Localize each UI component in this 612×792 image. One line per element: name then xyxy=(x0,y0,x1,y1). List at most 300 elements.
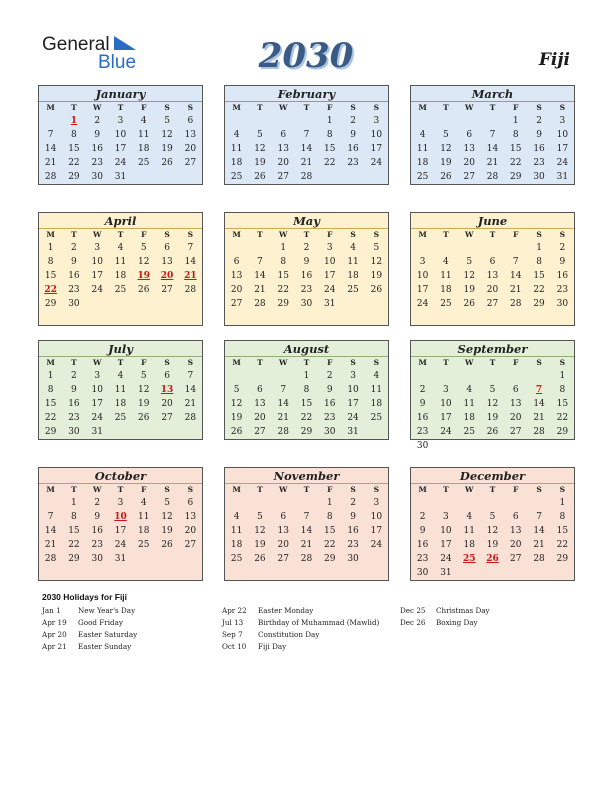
weekday-header xyxy=(225,102,388,114)
year-title: 2030 xyxy=(258,36,354,76)
day: 17 xyxy=(370,526,383,536)
day: 20 xyxy=(277,158,289,168)
day: 1 xyxy=(536,243,542,253)
day: 7 xyxy=(536,512,542,522)
empty-day xyxy=(295,114,318,128)
day: 12 xyxy=(370,257,383,267)
day: 24 xyxy=(324,285,336,295)
day-grid xyxy=(39,114,202,184)
day: 27 xyxy=(277,172,289,182)
day: 7 xyxy=(47,512,54,522)
empty-day xyxy=(295,496,318,510)
day: 9 xyxy=(326,385,333,395)
holiday-column xyxy=(400,605,490,629)
weekday-label: W xyxy=(92,230,102,239)
day: 17 xyxy=(370,144,383,154)
day: 16 xyxy=(91,526,103,536)
day: 20 xyxy=(463,158,475,168)
holiday-date: Apr 21 xyxy=(42,642,67,651)
day: 15 xyxy=(556,399,569,409)
day: 6 xyxy=(187,498,194,508)
empty-day xyxy=(39,114,62,128)
day: 11 xyxy=(463,399,475,409)
day: 5 xyxy=(257,130,263,140)
day: 28 xyxy=(533,554,545,564)
day: 24 xyxy=(114,540,127,550)
day: 9 xyxy=(559,257,566,267)
day: 24 xyxy=(440,427,452,437)
day: 12 xyxy=(161,512,173,522)
day: 11 xyxy=(138,512,150,522)
day: 4 xyxy=(140,498,147,508)
weekday-label: W xyxy=(92,103,102,112)
day: 5 xyxy=(140,243,147,253)
day: 13 xyxy=(230,271,243,281)
day: 27 xyxy=(161,413,173,423)
day: 20 xyxy=(254,413,266,423)
weekday-label: S xyxy=(373,103,380,112)
weekday-header xyxy=(411,484,574,496)
day: 10 xyxy=(347,385,359,395)
day: 12 xyxy=(254,526,266,536)
day: 28 xyxy=(184,413,197,423)
day: 25 xyxy=(416,172,429,182)
empty-day xyxy=(481,496,504,510)
month-october xyxy=(38,467,203,581)
day: 24 xyxy=(91,285,103,295)
day: 3 xyxy=(559,116,566,126)
empty-day xyxy=(434,241,457,255)
day: 5 xyxy=(373,243,380,253)
weekday-label: T xyxy=(257,230,263,239)
day: 2 xyxy=(326,371,333,381)
day: 18 xyxy=(463,413,475,423)
holiday-day: 13 xyxy=(160,385,174,395)
weekday-header xyxy=(225,484,388,496)
logo-word-general: General xyxy=(42,34,110,55)
day: 19 xyxy=(254,540,266,550)
day: 4 xyxy=(466,385,473,395)
day: 19 xyxy=(161,144,173,154)
day: 8 xyxy=(47,385,54,395)
day-grid xyxy=(411,369,574,453)
day: 21 xyxy=(300,158,313,168)
day: 25 xyxy=(114,413,127,423)
weekday-label: M xyxy=(232,103,241,112)
day: 13 xyxy=(184,512,197,522)
day: 10 xyxy=(324,257,336,267)
day: 20 xyxy=(184,144,197,154)
holiday-column xyxy=(222,605,379,653)
holiday-day: 25 xyxy=(462,554,476,564)
day: 13 xyxy=(486,271,499,281)
day: 21 xyxy=(44,540,57,550)
day: 2 xyxy=(350,116,356,126)
day: 8 xyxy=(559,385,566,395)
day: 23 xyxy=(300,285,313,295)
day: 2 xyxy=(94,116,101,126)
weekday-label: S xyxy=(187,358,194,367)
day: 31 xyxy=(91,427,103,437)
day: 4 xyxy=(233,130,240,140)
month-name: March xyxy=(411,86,574,102)
weekday-label: M xyxy=(46,103,55,112)
weekday-label: W xyxy=(278,103,288,112)
day: 19 xyxy=(486,540,499,550)
weekday-header xyxy=(39,357,202,369)
weekday-label: T xyxy=(117,230,124,239)
day: 12 xyxy=(230,399,243,409)
day: 10 xyxy=(370,130,383,140)
day: 19 xyxy=(486,413,499,423)
day: 30 xyxy=(556,299,569,309)
empty-day xyxy=(458,114,481,128)
empty-day xyxy=(458,369,481,383)
day: 5 xyxy=(443,130,449,140)
holiday-date: Oct 10 xyxy=(222,642,247,651)
day: 13 xyxy=(161,257,173,267)
weekday-label: F xyxy=(327,358,333,367)
day: 17 xyxy=(440,540,452,550)
weekday-label: F xyxy=(327,230,333,239)
day: 22 xyxy=(68,540,80,550)
day: 6 xyxy=(164,243,170,253)
month-name: May xyxy=(225,213,388,229)
day-grid xyxy=(411,241,574,311)
weekday-label: S xyxy=(187,485,194,494)
month-name: September xyxy=(411,341,574,357)
day: 1 xyxy=(47,243,54,253)
day: 18 xyxy=(347,271,359,281)
weekday-label: F xyxy=(141,358,147,367)
day: 12 xyxy=(254,144,266,154)
empty-day xyxy=(411,496,434,510)
day: 11 xyxy=(138,130,150,140)
weekday-label: F xyxy=(513,358,519,367)
day: 31 xyxy=(347,427,359,437)
weekday-label: M xyxy=(418,103,427,112)
weekday-label: S xyxy=(373,485,380,494)
weekday-header xyxy=(411,229,574,241)
day: 23 xyxy=(91,158,103,168)
day: 21 xyxy=(277,413,289,423)
day: 1 xyxy=(326,116,333,126)
empty-day xyxy=(411,241,434,255)
day: 14 xyxy=(184,257,197,267)
day: 26 xyxy=(161,158,173,168)
day: 18 xyxy=(416,158,429,168)
day: 2 xyxy=(559,243,566,253)
day: 17 xyxy=(440,413,452,423)
weekday-label: T xyxy=(117,358,124,367)
day: 31 xyxy=(324,299,336,309)
day: 1 xyxy=(559,498,566,508)
weekday-label: W xyxy=(464,103,474,112)
day: 3 xyxy=(443,385,449,395)
day: 29 xyxy=(533,299,545,309)
day: 10 xyxy=(440,526,452,536)
day: 2 xyxy=(419,512,426,522)
day: 27 xyxy=(486,299,499,309)
day: 8 xyxy=(47,257,54,267)
holiday-day: 10 xyxy=(114,512,127,522)
weekday-label: F xyxy=(141,103,147,112)
day: 15 xyxy=(44,271,57,281)
holiday-day: 21 xyxy=(184,271,197,281)
holiday-row xyxy=(400,605,490,617)
day: 29 xyxy=(324,554,336,564)
day: 30 xyxy=(300,299,313,309)
holiday-row xyxy=(400,617,490,629)
month-june xyxy=(410,212,575,326)
empty-day xyxy=(527,496,550,510)
day: 3 xyxy=(373,116,380,126)
holiday-name: Constitution Day xyxy=(258,630,320,639)
day: 26 xyxy=(161,540,173,550)
day: 27 xyxy=(230,299,243,309)
weekday-label: T xyxy=(117,103,124,112)
weekday-label: T xyxy=(489,103,496,112)
day: 29 xyxy=(510,172,522,182)
day: 21 xyxy=(510,285,522,295)
day: 24 xyxy=(370,158,383,168)
day: 31 xyxy=(114,172,127,182)
day: 4 xyxy=(443,257,449,267)
day: 19 xyxy=(370,271,383,281)
day: 16 xyxy=(533,144,545,154)
day: 26 xyxy=(254,554,266,564)
weekday-label: S xyxy=(187,230,194,239)
day: 12 xyxy=(440,144,452,154)
day: 27 xyxy=(184,158,197,168)
holiday-date: Sep 7 xyxy=(222,630,243,639)
day: 8 xyxy=(280,257,287,267)
day: 16 xyxy=(556,271,569,281)
day: 16 xyxy=(416,540,429,550)
day: 24 xyxy=(91,413,103,423)
day: 24 xyxy=(370,540,383,550)
day: 12 xyxy=(486,399,499,409)
day: 18 xyxy=(440,285,452,295)
day: 27 xyxy=(161,285,173,295)
day: 16 xyxy=(91,144,103,154)
weekday-label: S xyxy=(350,103,356,112)
holiday-day: 22 xyxy=(44,285,57,295)
day: 22 xyxy=(510,158,522,168)
day: 1 xyxy=(559,371,566,381)
weekday-label: F xyxy=(513,103,519,112)
weekday-header xyxy=(39,229,202,241)
day: 17 xyxy=(114,526,127,536)
day: 11 xyxy=(230,144,243,154)
weekday-label: W xyxy=(278,485,288,494)
day: 27 xyxy=(510,554,522,564)
day: 15 xyxy=(68,526,80,536)
day: 6 xyxy=(512,385,519,395)
holiday-row xyxy=(222,641,379,653)
holiday-row xyxy=(42,617,137,629)
day: 30 xyxy=(68,427,80,437)
day: 21 xyxy=(533,540,545,550)
day: 27 xyxy=(463,172,475,182)
day: 8 xyxy=(559,512,566,522)
day: 8 xyxy=(71,130,77,140)
weekday-label: T xyxy=(489,358,496,367)
day: 24 xyxy=(114,158,127,168)
day: 15 xyxy=(533,271,545,281)
weekday-label: M xyxy=(46,485,55,494)
empty-day xyxy=(458,496,481,510)
weekday-label: T xyxy=(303,103,310,112)
day: 9 xyxy=(419,526,426,536)
day: 22 xyxy=(324,158,336,168)
month-january xyxy=(38,85,203,185)
day: 23 xyxy=(347,540,359,550)
weekday-label: W xyxy=(278,230,288,239)
day: 17 xyxy=(91,271,103,281)
day: 10 xyxy=(114,130,127,140)
day: 1 xyxy=(303,371,310,381)
day: 9 xyxy=(71,385,77,395)
weekday-label: S xyxy=(559,230,566,239)
empty-day xyxy=(458,241,481,255)
empty-day xyxy=(481,369,504,383)
day: 7 xyxy=(512,257,519,267)
empty-day xyxy=(248,369,271,383)
day: 2 xyxy=(419,385,426,395)
weekday-label: M xyxy=(418,485,427,494)
weekday-label: T xyxy=(71,358,77,367)
month-july xyxy=(38,340,203,440)
weekday-header xyxy=(411,102,574,114)
day: 14 xyxy=(510,271,522,281)
weekday-label: T xyxy=(443,485,449,494)
day: 6 xyxy=(466,130,473,140)
weekday-label: S xyxy=(536,230,542,239)
weekday-label: M xyxy=(232,230,241,239)
day: 16 xyxy=(347,526,359,536)
weekday-label: T xyxy=(303,358,310,367)
day: 9 xyxy=(303,257,310,267)
day: 4 xyxy=(140,116,147,126)
day: 5 xyxy=(466,257,473,267)
day: 12 xyxy=(463,271,475,281)
holiday-day: 20 xyxy=(160,271,174,281)
month-name: October xyxy=(39,468,202,484)
day: 10 xyxy=(440,399,452,409)
holiday-date: Apr 19 xyxy=(42,618,67,627)
day: 19 xyxy=(254,158,266,168)
weekday-label: M xyxy=(232,358,241,367)
day: 23 xyxy=(347,158,359,168)
weekday-label: W xyxy=(464,358,474,367)
month-name: June xyxy=(411,213,574,229)
day: 15 xyxy=(556,526,569,536)
day: 1 xyxy=(71,498,77,508)
day: 7 xyxy=(47,130,54,140)
day: 11 xyxy=(440,271,452,281)
weekday-label: S xyxy=(373,358,380,367)
day: 11 xyxy=(463,526,475,536)
day: 9 xyxy=(419,399,426,409)
holiday-name: Boxing Day xyxy=(436,618,478,627)
day: 2 xyxy=(350,498,356,508)
day: 8 xyxy=(326,512,333,522)
day: 23 xyxy=(68,285,80,295)
day: 5 xyxy=(489,385,496,395)
day: 14 xyxy=(44,526,57,536)
day: 17 xyxy=(556,144,569,154)
weekday-label: M xyxy=(46,358,55,367)
day: 29 xyxy=(44,299,57,309)
day: 10 xyxy=(91,257,103,267)
day: 28 xyxy=(486,172,499,182)
day: 25 xyxy=(138,158,150,168)
day: 13 xyxy=(184,130,197,140)
holiday-name: Easter Saturday xyxy=(78,630,138,639)
day: 8 xyxy=(512,130,519,140)
day: 30 xyxy=(347,554,359,564)
weekday-label: W xyxy=(464,485,474,494)
holiday-name: New Year's Day xyxy=(78,606,136,615)
month-april xyxy=(38,212,203,326)
day: 22 xyxy=(533,285,545,295)
day: 11 xyxy=(370,385,383,395)
month-may xyxy=(224,212,389,326)
day: 26 xyxy=(254,172,266,182)
day: 6 xyxy=(489,257,496,267)
day: 21 xyxy=(184,399,197,409)
weekday-label: T xyxy=(303,485,310,494)
weekday-label: S xyxy=(350,230,356,239)
weekday-header xyxy=(225,229,388,241)
day: 23 xyxy=(533,158,545,168)
day: 23 xyxy=(91,540,103,550)
weekday-label: W xyxy=(92,358,102,367)
weekday-label: T xyxy=(257,103,263,112)
empty-day xyxy=(504,369,527,383)
day: 21 xyxy=(486,158,499,168)
day: 25 xyxy=(440,299,452,309)
month-name: August xyxy=(225,341,388,357)
day: 9 xyxy=(350,130,356,140)
day: 24 xyxy=(440,554,452,564)
day: 20 xyxy=(277,540,289,550)
weekday-header xyxy=(39,102,202,114)
day: 16 xyxy=(416,413,429,423)
day: 22 xyxy=(277,285,289,295)
day: 7 xyxy=(280,385,287,395)
day-grid xyxy=(225,496,388,566)
day: 22 xyxy=(44,413,57,423)
day: 25 xyxy=(230,554,243,564)
day: 31 xyxy=(556,172,569,182)
day: 26 xyxy=(138,413,150,423)
day: 6 xyxy=(512,512,519,522)
day: 19 xyxy=(138,399,150,409)
day: 21 xyxy=(44,158,57,168)
weekday-label: T xyxy=(117,485,124,494)
day: 28 xyxy=(300,172,313,182)
day: 16 xyxy=(347,144,359,154)
weekday-label: S xyxy=(164,230,170,239)
day-grid xyxy=(411,114,574,184)
day: 28 xyxy=(44,554,57,564)
empty-day xyxy=(481,241,504,255)
weekday-header xyxy=(39,484,202,496)
day: 13 xyxy=(277,526,289,536)
holiday-name: Christmas Day xyxy=(436,606,490,615)
